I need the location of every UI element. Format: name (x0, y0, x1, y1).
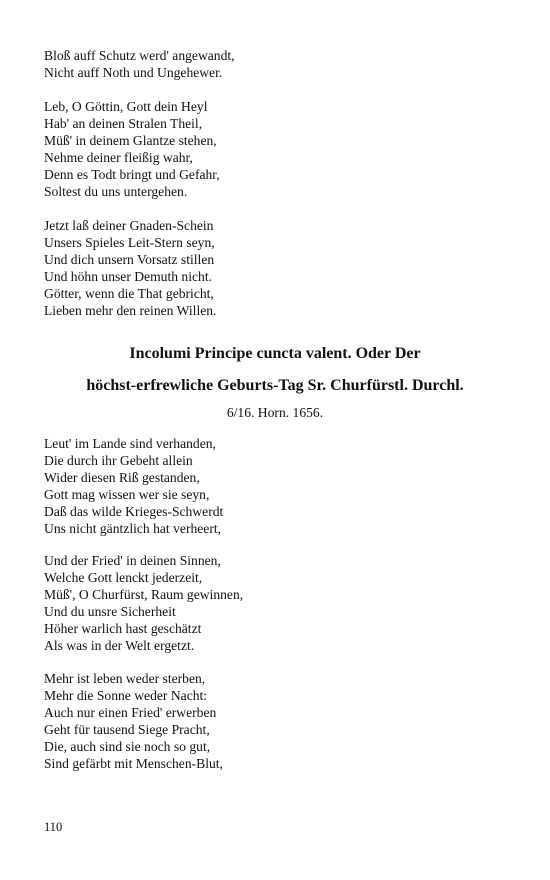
verse-line: Mehr ist leben weder sterben, (44, 671, 206, 686)
stanza (44, 436, 223, 537)
verse-line: Daß das wilde Krieges-Schwerdt (44, 503, 224, 519)
verse-line: Müß', O Churfürst, Raum gewinnen, (44, 586, 244, 602)
page-number: 110 (44, 820, 63, 834)
verse-line: Die durch ihr Gebeht allein (44, 452, 193, 468)
verse-line: Gott mag wissen wer sie seyn, (44, 486, 210, 502)
verse-line: Sind gefärbt mit Menschen-Blut, (44, 755, 223, 771)
verse-line: Lieben mehr den reinen Willen. (44, 302, 217, 318)
stanza (44, 99, 220, 200)
verse-line: Und höhn unser Demuth nicht. (44, 268, 213, 284)
verse-line: Müß' in deinem Glantze stehen, (44, 132, 217, 148)
poem-date: 6/16. Horn. 1656. (226, 405, 324, 420)
poem-title-line-2: höchst-erfrewliche Geburts-Tag Sr. Churfürstl. Durchl. (86, 377, 464, 394)
verse-line: Wider diesen Riß gestanden, (44, 469, 200, 485)
verse-line: Und der Fried' in deinen Sinnen, (44, 553, 221, 568)
verse-line: Götter, wenn die That gebricht, (44, 285, 214, 301)
stanza (44, 48, 235, 82)
verse-line: Leut' im Lande sind verhanden, (44, 436, 216, 451)
verse-line: Nehme deiner fleißig wahr, (44, 149, 193, 165)
verse-line: Auch nur einen Fried' erwerben (44, 704, 217, 720)
verse-line: Unsers Spieles Leit-Stern seyn, (44, 234, 215, 250)
stanza (44, 553, 243, 654)
verse-line: Nicht auff Noth und Ungehewer. (44, 64, 223, 80)
verse-line: Jetzt laß deiner Gnaden-Schein (44, 218, 214, 233)
verse-line: Denn es Todt bringt und Gefahr, (44, 166, 220, 182)
verse-line: Und dich unsern Vorsatz stillen (44, 251, 215, 267)
stanza (44, 671, 223, 772)
verse-line: Hab' an deinen Stralen Theil, (44, 115, 203, 131)
verse-line: Und du unsre Sicherheit (44, 603, 176, 619)
verse-line: Uns nicht gäntzlich hat verheert, (44, 520, 222, 536)
stanza (44, 218, 216, 319)
verse-line: Die, auch sind sie noch so gut, (44, 738, 211, 754)
verse-line: Bloß auff Schutz werd' angewandt, (44, 48, 235, 63)
verse-line: Geht für tausend Siege Pracht, (44, 721, 210, 737)
verse-line: Leb, O Göttin, Gott dein Heyl (44, 99, 208, 114)
verse-line: Mehr die Sonne weder Nacht: (44, 687, 208, 703)
verse-line: Als was in der Welt ergetzt. (44, 637, 195, 653)
verse-line: Welche Gott lenckt jederzeit, (44, 569, 203, 585)
verse-line: Höher warlich hast geschätzt (44, 620, 202, 636)
verse-line: Soltest du uns untergehen. (44, 183, 188, 199)
poem-title-line-1: Incolumi Principe cuncta valent. Oder Der (129, 345, 421, 362)
